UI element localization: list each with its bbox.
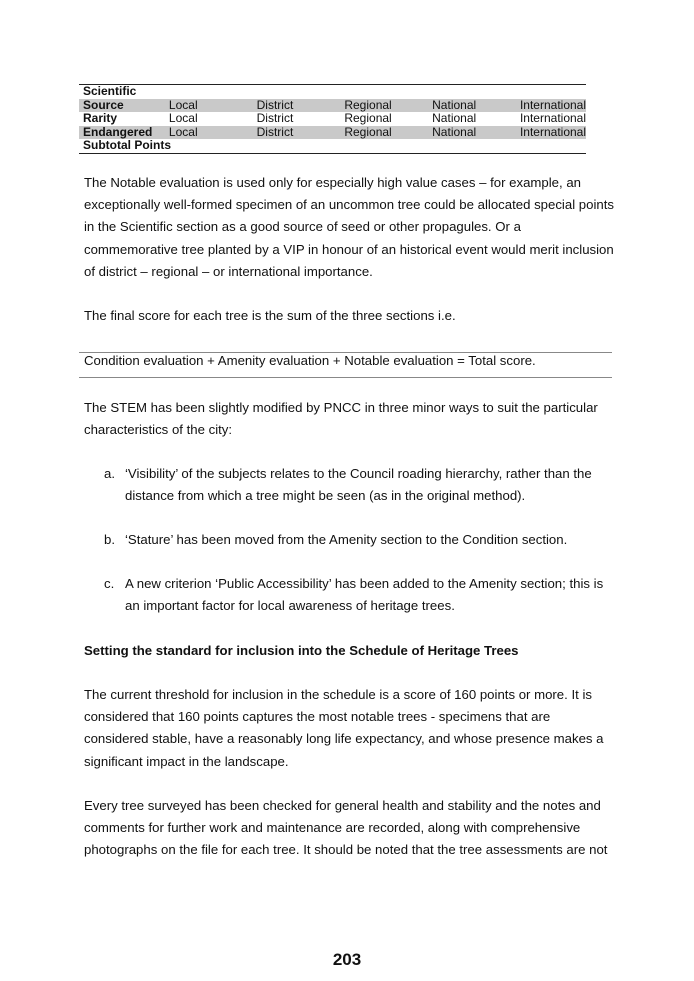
table-cell: Regional bbox=[340, 99, 428, 113]
table-row bbox=[79, 99, 586, 113]
table-cell: International bbox=[519, 111, 586, 125]
subtotal-label: Subtotal Points bbox=[83, 138, 171, 152]
subtotal-row bbox=[79, 139, 586, 153]
table-cell: District bbox=[256, 111, 294, 125]
table-cell: Local bbox=[168, 111, 198, 125]
table-cell: Regional bbox=[344, 111, 392, 125]
table-cell: National bbox=[428, 126, 516, 140]
score-formula: Condition evaluation + Amenity evaluation + Notable evaluation = Total score. bbox=[84, 353, 536, 368]
row-label: Source bbox=[79, 99, 165, 113]
table-cell: Local bbox=[165, 99, 253, 113]
table-cell: International bbox=[516, 99, 586, 113]
list-item-text: A new criterion ‘Public Accessibility’ has been added to the Amenity section; this is an important factor for local awareness of heritage trees. bbox=[125, 576, 604, 614]
scientific-table bbox=[79, 84, 586, 154]
final-score-paragraph: The final score for each tree is the sum of the three sections i.e. bbox=[84, 308, 456, 323]
table-cell: District bbox=[253, 126, 341, 140]
table-cell: Regional bbox=[340, 126, 428, 140]
list-marker: a. bbox=[104, 466, 115, 481]
notable-evaluation-paragraph: The Notable evaluation is used only for especially high value cases – for example, an exceptionally well-formed specimen of an uncommon tree could be allocated special points in the Scientific section as a good source of seed or other propagules. Or a commemorative tree planted by a VIP in honour of an historical event would merit inclusion of district – regional – or international importance. bbox=[84, 175, 614, 279]
table-row bbox=[79, 112, 586, 126]
table-cell: National bbox=[428, 99, 516, 113]
table-row bbox=[79, 126, 586, 140]
list-marker: b. bbox=[104, 532, 115, 547]
page-number: 203 bbox=[332, 950, 362, 969]
table-title: Scientific bbox=[83, 84, 137, 98]
survey-paragraph: Every tree surveyed has been checked for general health and stability and the notes and comments for further work and maintenance are recorded, along with comprehensive photographs on the file for each tree. It should be noted that the tree assessments are not bbox=[84, 798, 608, 858]
table-cell: Local bbox=[165, 126, 253, 140]
threshold-paragraph: The current threshold for inclusion in the schedule is a score of 160 points or more. It is considered that 160 points captures the most notable trees - specimens that are considered stable, have a reasonably long life expectancy, and whose presence makes a significant impact in the landscape. bbox=[84, 687, 604, 769]
table-cell: National bbox=[432, 111, 477, 125]
table-cell: District bbox=[253, 99, 341, 113]
formula-bottom-rule bbox=[79, 377, 612, 378]
table-cell: International bbox=[516, 126, 586, 140]
section-heading: Setting the standard for inclusion into the Schedule of Heritage Trees bbox=[84, 643, 519, 658]
row-label: Endangered bbox=[79, 126, 165, 140]
table-title-row bbox=[79, 85, 586, 99]
stem-modification-paragraph: The STEM has been slightly modified by PNCC in three minor ways to suit the particular characteristics of the city: bbox=[84, 400, 598, 438]
list-item-text: ‘Visibility’ of the subjects relates to the Council roading hierarchy, rather than the distance from which a tree might be seen (as in the original method). bbox=[125, 466, 592, 504]
row-label: Rarity bbox=[83, 111, 118, 125]
list-item-text: ‘Stature’ has been moved from the Amenity section to the Condition section. bbox=[125, 532, 568, 547]
list-marker: c. bbox=[104, 576, 115, 591]
